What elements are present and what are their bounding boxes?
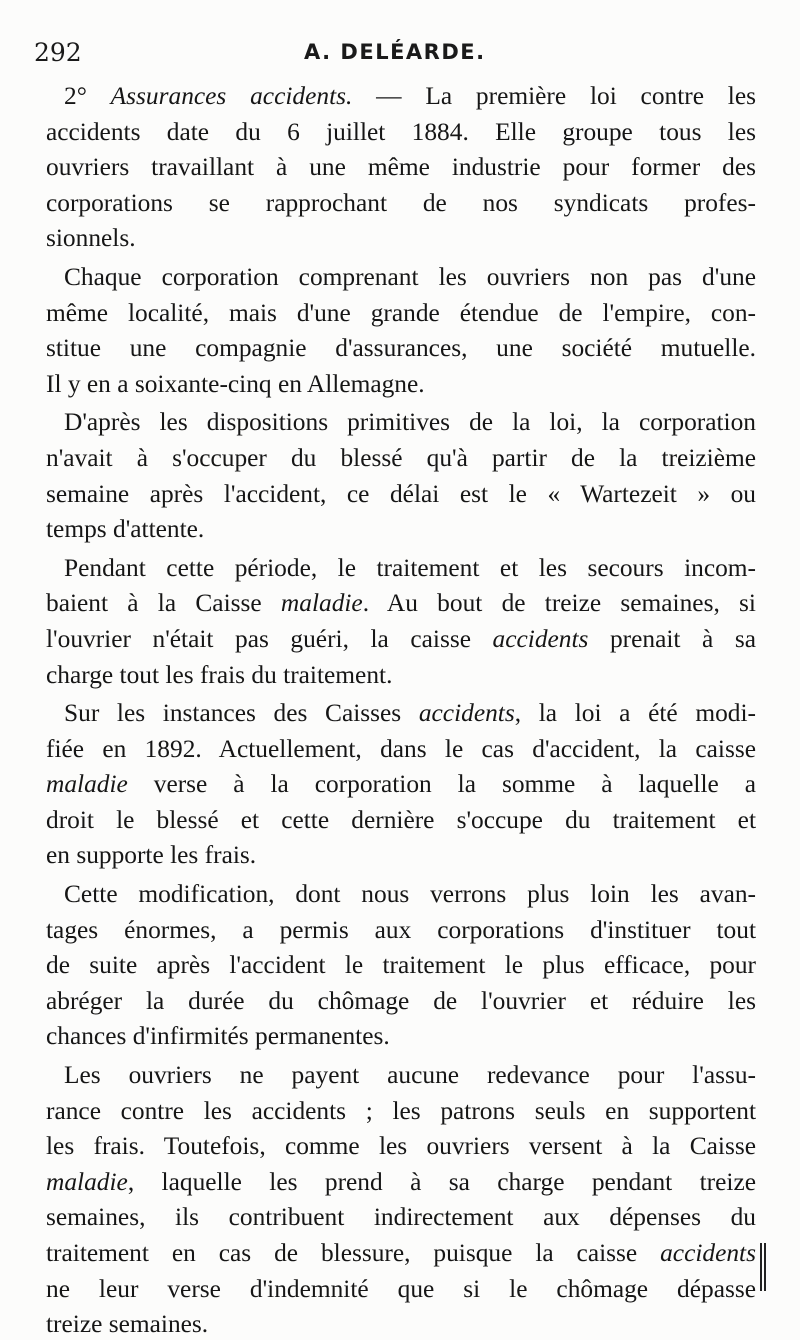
text-line: sionnels. — [46, 224, 136, 253]
text-line: tages énormes, a permis aux corporations d'instituer tout — [46, 915, 756, 944]
text-line: droit le blessé et cette dernière s'occupe du traitement et — [46, 805, 756, 834]
text-line: Il y en a soixante-cinq en Allemagne. — [46, 369, 425, 398]
text-line: même localité, mais d'une grande étendue de l'empire, con- — [46, 298, 756, 327]
text-line: les frais. Toutefois, comme les ouvriers versent à la Caisse — [46, 1132, 756, 1161]
text-line: Sur les instances des Caisses accidents, la loi a été modi- — [64, 699, 756, 728]
margin-mark — [760, 1243, 770, 1291]
body-text — [46, 79, 756, 1340]
text-line: baient à la Caisse maladie. Au bout de treize semaines, si — [46, 589, 756, 618]
page-number: 292 — [34, 38, 82, 67]
italic-term: Assurances accidents. — [110, 82, 353, 110]
text-line: stitue une compagnie d'assurances, une société mutuelle. — [46, 334, 756, 363]
text-line: semaine après l'accident, ce délai est le « Wartezeit » ou — [46, 479, 756, 508]
text-line: Chaque corporation comprenant les ouvriers non pas d'une — [64, 262, 756, 291]
paragraph — [46, 551, 756, 693]
text-line: en supporte les frais. — [46, 841, 257, 870]
text-line: chances d'infirmités permanentes. — [46, 1022, 390, 1051]
italic-term: accidents — [492, 624, 589, 653]
text-line: semaines, ils contribuent indirectement aux dépenses du — [46, 1203, 756, 1232]
italic-term: maladie — [280, 589, 363, 618]
text-line: ne leur verse d'indemnité que si le chômage dépasse — [46, 1274, 756, 1303]
text-line: D'après les dispositions primitives de la loi, la corporation — [64, 408, 756, 437]
text-line: temps d'attente. — [46, 515, 205, 544]
text-line: charge tout les frais du traitement. — [46, 660, 393, 689]
text-line: maladie, laquelle les prend à sa charge pendant treize — [46, 1167, 756, 1196]
text-line: corporations se rapprochant de nos syndicats profes- — [46, 188, 756, 217]
text-line: traitement en cas de blessure, puisque la caisse accidents — [46, 1239, 756, 1267]
text-line: treize semaines. — [46, 1310, 209, 1339]
paragraph — [46, 260, 756, 402]
text-line: fiée en 1892. Actuellement, dans le cas d'accident, la caisse — [46, 734, 756, 763]
text-line: maladie verse à la corporation la somme à laquelle a — [46, 770, 756, 799]
paragraph — [46, 79, 756, 257]
italic-term: maladie — [46, 770, 128, 799]
text-line: Pendant cette période, le traitement et les secours incom- — [64, 553, 756, 582]
text-line: Les ouvriers ne payent aucune redevance pour l'assu- — [64, 1061, 756, 1090]
italic-term: accidents — [660, 1239, 756, 1267]
paragraph — [46, 877, 756, 1055]
text-line: l'ouvrier n'était pas guéri, la caisse accidents prenait à sa — [46, 624, 756, 653]
text-line: abréger la durée du chômage de l'ouvrier et réduire les — [46, 986, 756, 1015]
paragraph — [46, 696, 756, 874]
paragraph — [46, 1058, 756, 1340]
italic-term: maladie — [46, 1167, 128, 1196]
italic-term: accidents — [418, 699, 515, 728]
text-line: 2° Assurances accidents. — La première loi contre les — [64, 82, 756, 110]
text-line: ouvriers travaillant à une même industrie pour former des — [46, 153, 756, 182]
paragraph — [46, 405, 756, 547]
text-line: accidents date du 6 juillet 1884. Elle groupe tous les — [46, 117, 756, 146]
text-line: n'avait à s'occuper du blessé qu'à partir de la treizième — [46, 443, 756, 472]
running-head: A. DELÉARDE. — [304, 40, 486, 64]
text-line: de suite après l'accident le traitement le plus efficace, pour — [46, 951, 756, 980]
text-line: rance contre les accidents ; les patrons seuls en supportent — [46, 1096, 756, 1125]
text-line: Cette modification, dont nous verrons plus loin les avan- — [64, 880, 756, 909]
page-header — [34, 38, 774, 78]
